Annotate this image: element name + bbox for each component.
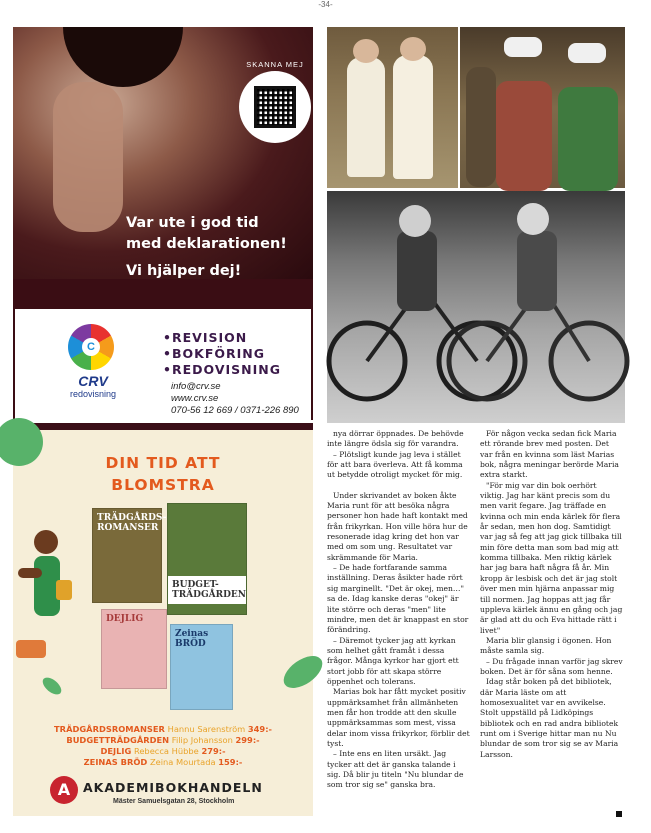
crv-logo-name: CRV	[78, 373, 108, 389]
crv-web-link[interactable]: www.crv.se	[171, 393, 219, 404]
article-paragraph: Marias bok har fått mycket positiv uppmärksamhet från allmänheten men får hon trodde att den skulle uppmärksammas som mest, vissa delar inom vissa frikyrkor, förblir det tyst.	[327, 687, 470, 748]
article-paragraph: – De hade fortfarande samma inställning. Deras åsikter hade rört sig marginellt. "Det är okej, men…" sa de. Idag kanske deras "okej" är lite större och deras "men" lite mindre, men det är knappast en stor förändring.	[327, 563, 469, 635]
article-end-mark	[616, 811, 622, 817]
book-cover-budgettradgarden[interactable]: BUDGET-TRÄDGÅRDEN	[167, 503, 247, 615]
article-paragraph: För någon vecka sedan fick Maria ett rörande brev med posten. Det var från en kvinna som läst Marias bok, några meningar berörde Maria extra starkt.	[480, 429, 619, 480]
page-number: -34-	[318, 0, 333, 9]
service-item: •REVISION	[163, 330, 248, 345]
figure-shape	[466, 67, 496, 187]
article-paragraph: – Däremot tycker jag att kyrkan som helhet gått framåt i dessa frågor. Många kyrkor har gjort ett stort jobb för att skapa större öppenhet och tolerans.	[327, 635, 459, 686]
bookstore-brand-name[interactable]: AKADEMIBOKHANDELN	[83, 780, 263, 795]
figure-shape	[558, 87, 618, 191]
figure-shape	[347, 57, 385, 177]
bicycle-scene-icon	[327, 191, 625, 423]
offer-row[interactable]: DEJLIG Rebecca Hübbe 279:-	[100, 746, 226, 756]
crv-logo-letter: C	[82, 338, 100, 356]
bookstore-advertisement	[13, 430, 313, 816]
book-offer-list	[13, 724, 313, 768]
article-paragraph: Under skrivandet av boken åkte Maria runt för att besöka några personer hon hade haft kontakt med från frikyrkan. Hon ville höra hur de resonerade idag kring det hon var med om som ung. Resultatet var skrämmande för Maria.	[327, 490, 468, 562]
gardener-illustration-icon	[16, 520, 71, 670]
photo-two-girls-graduation	[327, 27, 458, 188]
qr-caption: SKANNA MEJ	[246, 60, 304, 69]
offer-row[interactable]: TRÄDGÅRDSROMANSER Hannu Sarenström 349:-	[54, 724, 272, 734]
crv-contact-block	[171, 381, 299, 417]
crv-phone: 070-56 12 669 / 0371-226 890	[171, 405, 299, 416]
offer-row[interactable]: ZEINAS BRÖD Zeina Mourtada 159:-	[83, 757, 243, 767]
decor-leaf-shape	[278, 650, 328, 695]
article-paragraph: – Inte ens en liten ursäkt. Jag tycker att det är ganska talande i sig. Då blir ju titeln "Nu blundar de som tror sig se" ganska bra.	[327, 749, 464, 790]
figure-shape	[504, 37, 542, 57]
headline-line-1: Var ute i god tid	[126, 215, 259, 231]
figure-shape	[400, 37, 426, 61]
crv-headline	[126, 213, 311, 282]
headline-line-1: DIN TID ATT	[105, 454, 221, 472]
headline-line-2: BLOMSTRA	[111, 476, 215, 494]
book-cover-tradgardsromanser[interactable]: TRÄDGÅRDS-ROMANSER	[92, 508, 162, 603]
article-paragraph: Maria blir glansig i ögonen. Hon måste samla sig.	[480, 635, 612, 656]
book-cover-zeinas-brod[interactable]: Zeinas BRÖD	[170, 624, 233, 710]
service-item: •REDOVISNING	[163, 362, 281, 377]
bookstore-address: Mäster Samuelsgatan 28, Stockholm	[113, 798, 235, 805]
article-paragraph: – Plötsligt kunde jag leva i stället för att bara överleva. Att få komma ut betydde otroligt mycket för mig.	[327, 449, 463, 480]
bookstore-headline	[73, 452, 253, 496]
crv-advertisement	[13, 27, 313, 420]
figure-shape	[568, 43, 606, 63]
decor-leaf-shape	[0, 418, 43, 466]
crv-services-list	[163, 330, 281, 378]
headline-line-3: Vi hjälper dej!	[126, 263, 242, 279]
article-column-1	[327, 429, 470, 791]
photo-hair-shape	[63, 27, 183, 87]
figure-shape	[496, 81, 552, 191]
akademibokhandeln-logo-icon: A	[50, 776, 78, 804]
figure-shape	[393, 55, 433, 179]
article-paragraph: nya dörrar öppnades. De behövde inte längre ödsla sig för varandra.	[327, 429, 464, 449]
book-cover-dejlig[interactable]: DEJLIG	[101, 609, 167, 689]
headline-line-2: med deklarationen!	[126, 236, 287, 252]
article-paragraph: Idag står boken på det bibliotek, där Maria läste om att homosexualitet var en avvikelse. Stolt uppställd på Lidköpings bibliotek och en rad andra bibliotek runt om i Sverige hittar man nu Nu blundar de som tror sig se av Maria Larsson.	[480, 677, 619, 759]
decor-leaf-shape	[40, 674, 65, 697]
crv-logo-subtitle: redovisning	[69, 389, 117, 399]
offer-row[interactable]: BUDGETTRÄDGÅRDEN Filip Johansson 299:-	[66, 735, 260, 745]
qr-code-badge[interactable]	[239, 71, 311, 143]
figure-shape	[353, 39, 379, 63]
qr-code-icon	[254, 86, 296, 128]
article-paragraph: – Du frågade innan varför jag skrev boken. Det är för sånа som henne.	[480, 656, 623, 676]
photo-friends-caps	[460, 27, 625, 188]
photo-two-kids-bicycles	[327, 191, 625, 423]
article-paragraph: "För mig var din bok oerhört viktig. Jag har känt precis som du men varit fegare. Jag träffade en kvinna och min enda kärlek för flera år sedan, men hon dog. Samtidigt var jag så feg att jag gick tillbaka till min före detta man som bad mig att komma tillbaka. Men riktig kärlek har jag bara haft några få år. Min kropp är lesbisk och det är jag stolt över men min hjärna anpassar mig till normen. Jag hoppas att jag får uppleva kärlek ännu en gång och jag är glad att du och Eva hittade rätt i livet"	[480, 480, 623, 635]
crv-email-link[interactable]: info@crv.se	[171, 381, 221, 392]
article-column-2	[480, 429, 623, 760]
service-item: •BOKFÖRING	[163, 346, 265, 361]
photo-hand-shape	[53, 82, 123, 232]
